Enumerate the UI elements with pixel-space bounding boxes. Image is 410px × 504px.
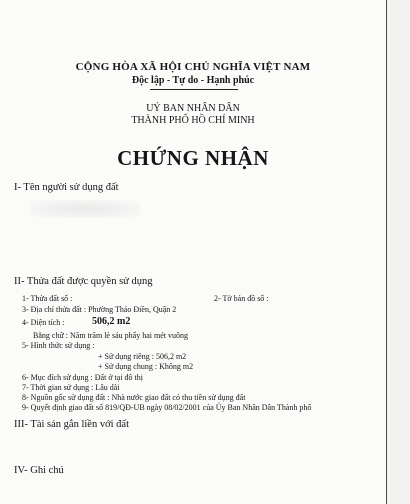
map-sheet-label: 2- Tờ bản đồ số : [214, 294, 269, 303]
area-label: 4- Diện tích : [22, 318, 65, 327]
section-3-heading: III- Tài sản gắn liền với đất [14, 419, 129, 430]
land-origin: 8- Nguồn gốc sử dụng đất : Nhà nước giao đất có thu tiền sử dụng đất [22, 393, 246, 402]
area-value: 506,2 m2 [92, 316, 131, 327]
redacted-area [30, 200, 140, 218]
private-use: + Sử dụng riêng : 506,2 m2 [98, 352, 187, 361]
page-margin-shadow [387, 0, 410, 504]
allocation-decision: 9- Quyết định giao đất số 819/QĐ-UB ngày 08/02/2001 của Ủy Ban Nhân Dân Thành phố [22, 403, 312, 412]
land-use-purpose: 6- Mục đích sử dụng : Đất ở tại đô thị [22, 373, 143, 382]
page-edge [386, 0, 387, 504]
motto-underline [150, 89, 238, 90]
shared-use: + Sử dụng chung : Không m2 [98, 362, 194, 371]
usage-duration: 7- Thời gian sử dụng : Lâu dài [22, 383, 120, 392]
section-2-heading: II- Thửa đất được quyền sử dụng [14, 276, 153, 287]
section-1-heading: I- Tên người sử dụng đất [14, 182, 119, 193]
city-heading: THÀNH PHỐ HỒ CHÍ MINH [131, 115, 255, 126]
parcel-number-label: 1- Thửa đất số : [22, 294, 73, 303]
area-in-words: Bằng chữ : Năm trăm lẻ sáu phẩy hai mét vuông [33, 331, 188, 340]
section-4-heading: IV- Ghi chú [14, 465, 64, 476]
republic-heading: CỘNG HÒA XÃ HỘI CHỦ NGHĨA VIỆT NAM [75, 61, 311, 73]
committee-heading: UỶ BAN NHÂN DÂN [146, 103, 240, 114]
national-motto: Độc lập - Tự do - Hạnh phúc [131, 75, 255, 86]
parcel-address: 3- Địa chỉ thửa đất : Phường Thảo Điền, Quận 2 [22, 305, 177, 314]
usage-form-label: 5- Hình thức sử dụng : [22, 341, 95, 350]
certificate-title: CHỨNG NHẬN [117, 146, 269, 170]
